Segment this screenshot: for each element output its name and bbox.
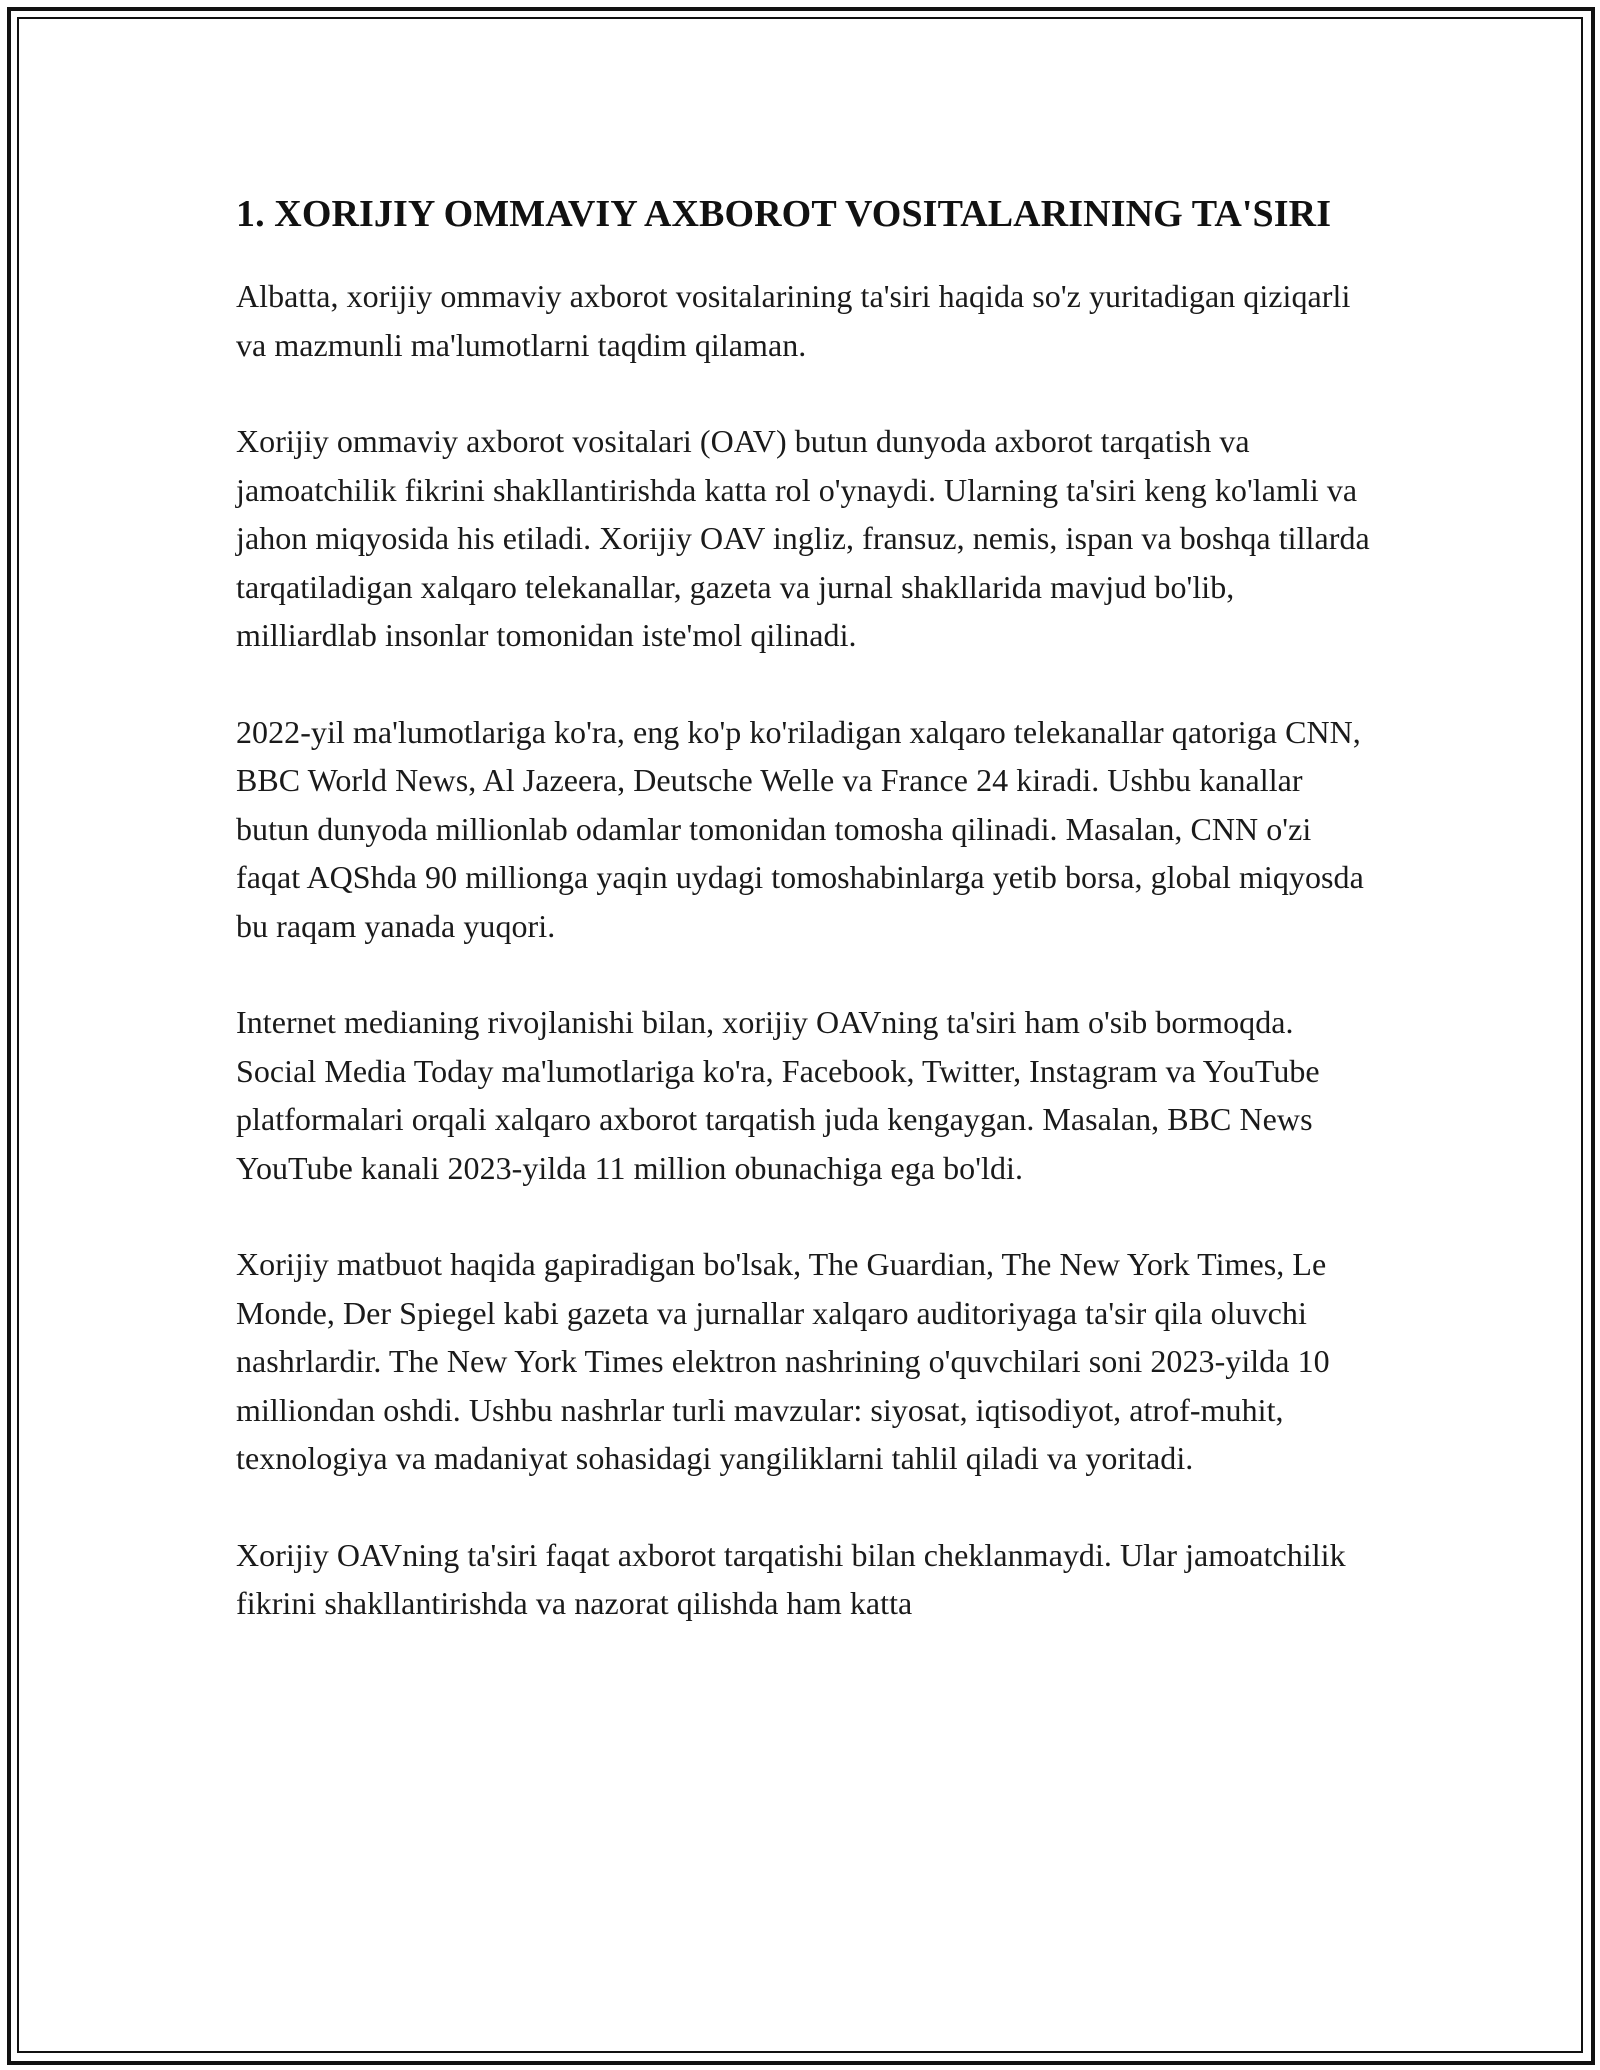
paragraph-foreign-media-overview: Xorijiy ommaviy axborot vositalari (OAV) butun dunyoda axborot tarqatish va jamoatchilik fikrini shakllantirishda katta rol o'ynaydi. Ularning ta'siri keng ko'lamli va jahon miqyosida his etiladi. Xorijiy OAV ingliz, fransuz, nemis, ispan va boshqa tillarda tarqatiladigan xalqaro telekanallar, gazeta va jurnal shakllarida mavjud bo'lib, milliardlab insonlar tomonidan iste'mol qilinadi. [236, 423, 1370, 653]
paragraph-intro: Albatta, xorijiy ommaviy axborot vositalarining ta'siri haqida so'z yuritadigan qiziqarli va mazmunli ma'lumotlarni taqdim qilaman. [236, 278, 1351, 363]
paragraph-foreign-press: Xorijiy matbuot haqida gapiradigan bo'lsak, The Guardian, The New York Times, Le Monde, Der Spiegel kabi gazeta va jurnallar xalqaro auditoriyaga ta'sir qila oluvchi nashrlardir. The New York Times elektron nashrining o'quvchilari soni 2023-yilda 10 milliondan oshdi. Ushbu nashrlar turli mavzular: siyosat, iqtisodiyot, atrof-muhit, texnologiya va madaniyat sohasidagi yangiliklarni tahlil qiladi va yoritadi. [236, 1246, 1330, 1476]
paragraph-tv-channels: 2022-yil ma'lumotlariga ko'ra, eng ko'p ko'riladigan xalqaro telekanallar qatoriga CNN, BBC World News, Al Jazeera, Deutsche Welle va France 24 kiradi. Ushbu kanallar butun dunyoda millionlab odamlar tomonidan tomosha qilinadi. Masalan, CNN o'zi faqat AQShda 90 millionga yaqin uydagi tomoshabinlarga yetib borsa, global miqyosda bu raqam yanada yuqori. [236, 713, 1364, 944]
document-page [236, 186, 1376, 1676]
document-title: 1. XORIJIY OMMAVIY AXBOROT VOSITALARINING TA'SIRI [236, 193, 1332, 235]
paragraph-internet-media: Internet medianing rivojlanishi bilan, xorijiy OAVning ta'siri ham o'sib bormoqda. Social Media Today ma'lumotlariga ko'ra, Facebook, Twitter, Instagram va YouTube platformalari orqali xalqaro axborot tarqatish juda kengaygan. Masalan, BBC News YouTube kanali 2023-yilda 11 million obunachiga ega bo'ldi. [236, 1004, 1320, 1186]
paragraph-public-opinion: Xorijiy OAVning ta'siri faqat axborot tarqatishi bilan cheklanmaydi. Ular jamoatchilik fikrini shakllantirishda va nazorat qilishda ham katta [236, 1536, 1346, 1621]
